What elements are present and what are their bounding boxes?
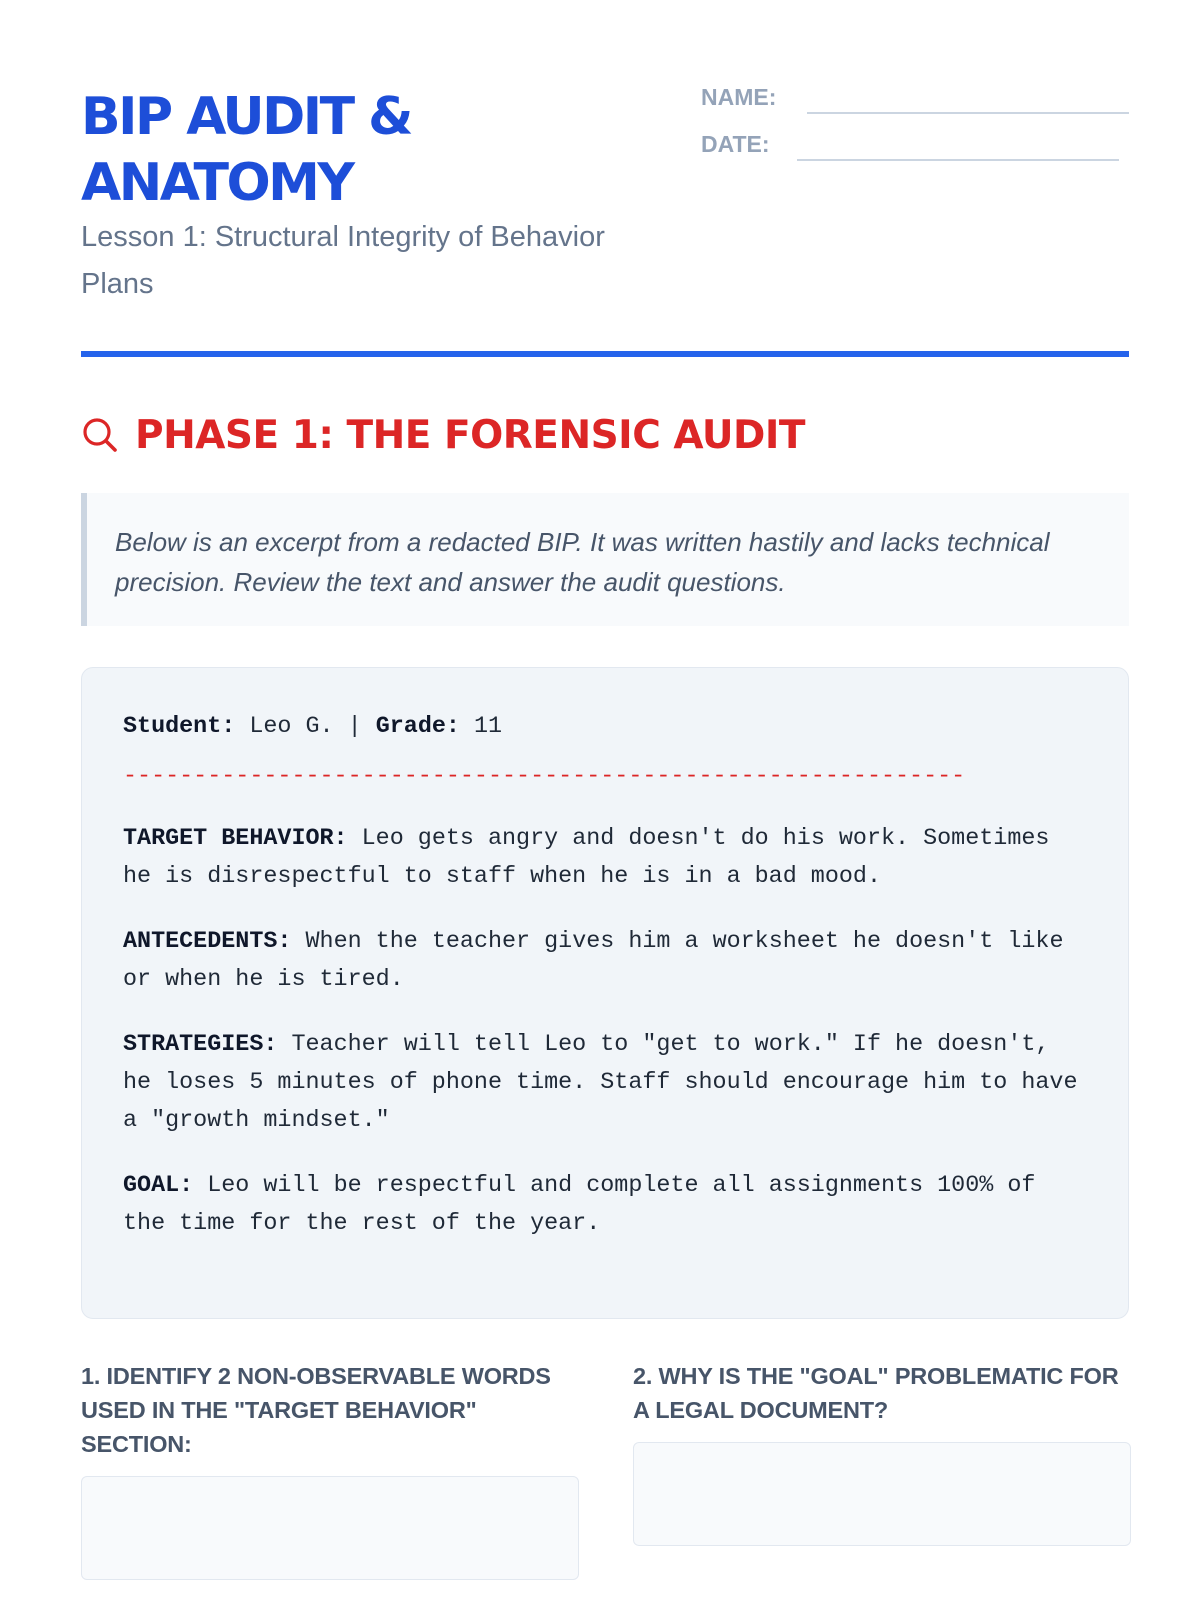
page-title: BIP AUDIT & ANATOMY	[81, 87, 411, 213]
date-row	[701, 127, 1129, 174]
date-field[interactable]	[797, 159, 1119, 161]
student-meta	[701, 80, 1129, 174]
section-label: ANTECEDENTS:	[123, 929, 292, 955]
name-row	[701, 80, 1129, 127]
excerpt-strategies	[123, 1026, 1088, 1140]
worksheet-page	[81, 0, 1129, 1457]
header-divider	[81, 351, 1129, 357]
name-field[interactable]	[807, 112, 1129, 114]
answer-box-2[interactable]	[633, 1442, 1131, 1546]
section-text: Leo gets angry and doesn't do his work. Sometimes he is disrespectful to staff when he is in a bad mood.	[123, 826, 1050, 890]
section-text: Teacher will tell Leo to "get to work." If he doesn't, he loses 5 minutes of phone time. Staff should encourage him to have a "growth mindset."	[123, 1032, 1078, 1134]
excerpt-goal	[123, 1167, 1088, 1243]
student-line	[123, 708, 1088, 746]
excerpt-target-behavior	[123, 820, 1088, 896]
grade-value: 11	[474, 714, 503, 740]
section-text: Leo will be respectful and complete all assignments 100% of the time for the rest of the year.	[123, 1173, 1036, 1237]
bip-excerpt	[81, 667, 1129, 1319]
section-label: TARGET BEHAVIOR:	[123, 826, 348, 852]
date-label: DATE:	[701, 131, 770, 157]
student-value: Leo G.	[249, 714, 334, 740]
search-icon	[81, 416, 119, 454]
section-text: When the teacher gives him a worksheet he doesn't like or when he is tired.	[123, 929, 1064, 993]
lesson-subtitle: Lesson 1: Structural Integrity of Behavior Plans	[81, 221, 605, 300]
student-label: Student:	[123, 714, 236, 740]
phase1-intro: Below is an excerpt from a redacted BIP. It was written hastily and lacks technical precision. Review the text and answer the audit questions.	[81, 493, 1129, 626]
name-label: NAME:	[701, 84, 777, 110]
answer-box-1[interactable]	[81, 1476, 579, 1580]
phase1-title: PHASE 1: THE FORENSIC AUDIT	[135, 412, 806, 458]
question-2	[633, 1359, 1131, 1546]
phase1-heading	[81, 410, 805, 460]
section-label: GOAL:	[123, 1173, 194, 1199]
question-label: 1. IDENTIFY 2 NON-OBSERVABLE WORDS USED IN THE "TARGET BEHAVIOR" SECTION:	[81, 1363, 551, 1457]
question-1	[81, 1359, 579, 1580]
excerpt-divider: ------------------------------------------------------------	[123, 764, 966, 790]
worksheet-header	[81, 0, 1129, 356]
grade-label: Grade:	[375, 714, 460, 740]
question-label: 2. WHY IS THE "GOAL" PROBLEMATIC FOR A LEGAL DOCUMENT?	[633, 1363, 1119, 1423]
section-label: STRATEGIES:	[123, 1032, 278, 1058]
excerpt-antecedents	[123, 923, 1088, 999]
meta-separator: |	[347, 714, 362, 740]
